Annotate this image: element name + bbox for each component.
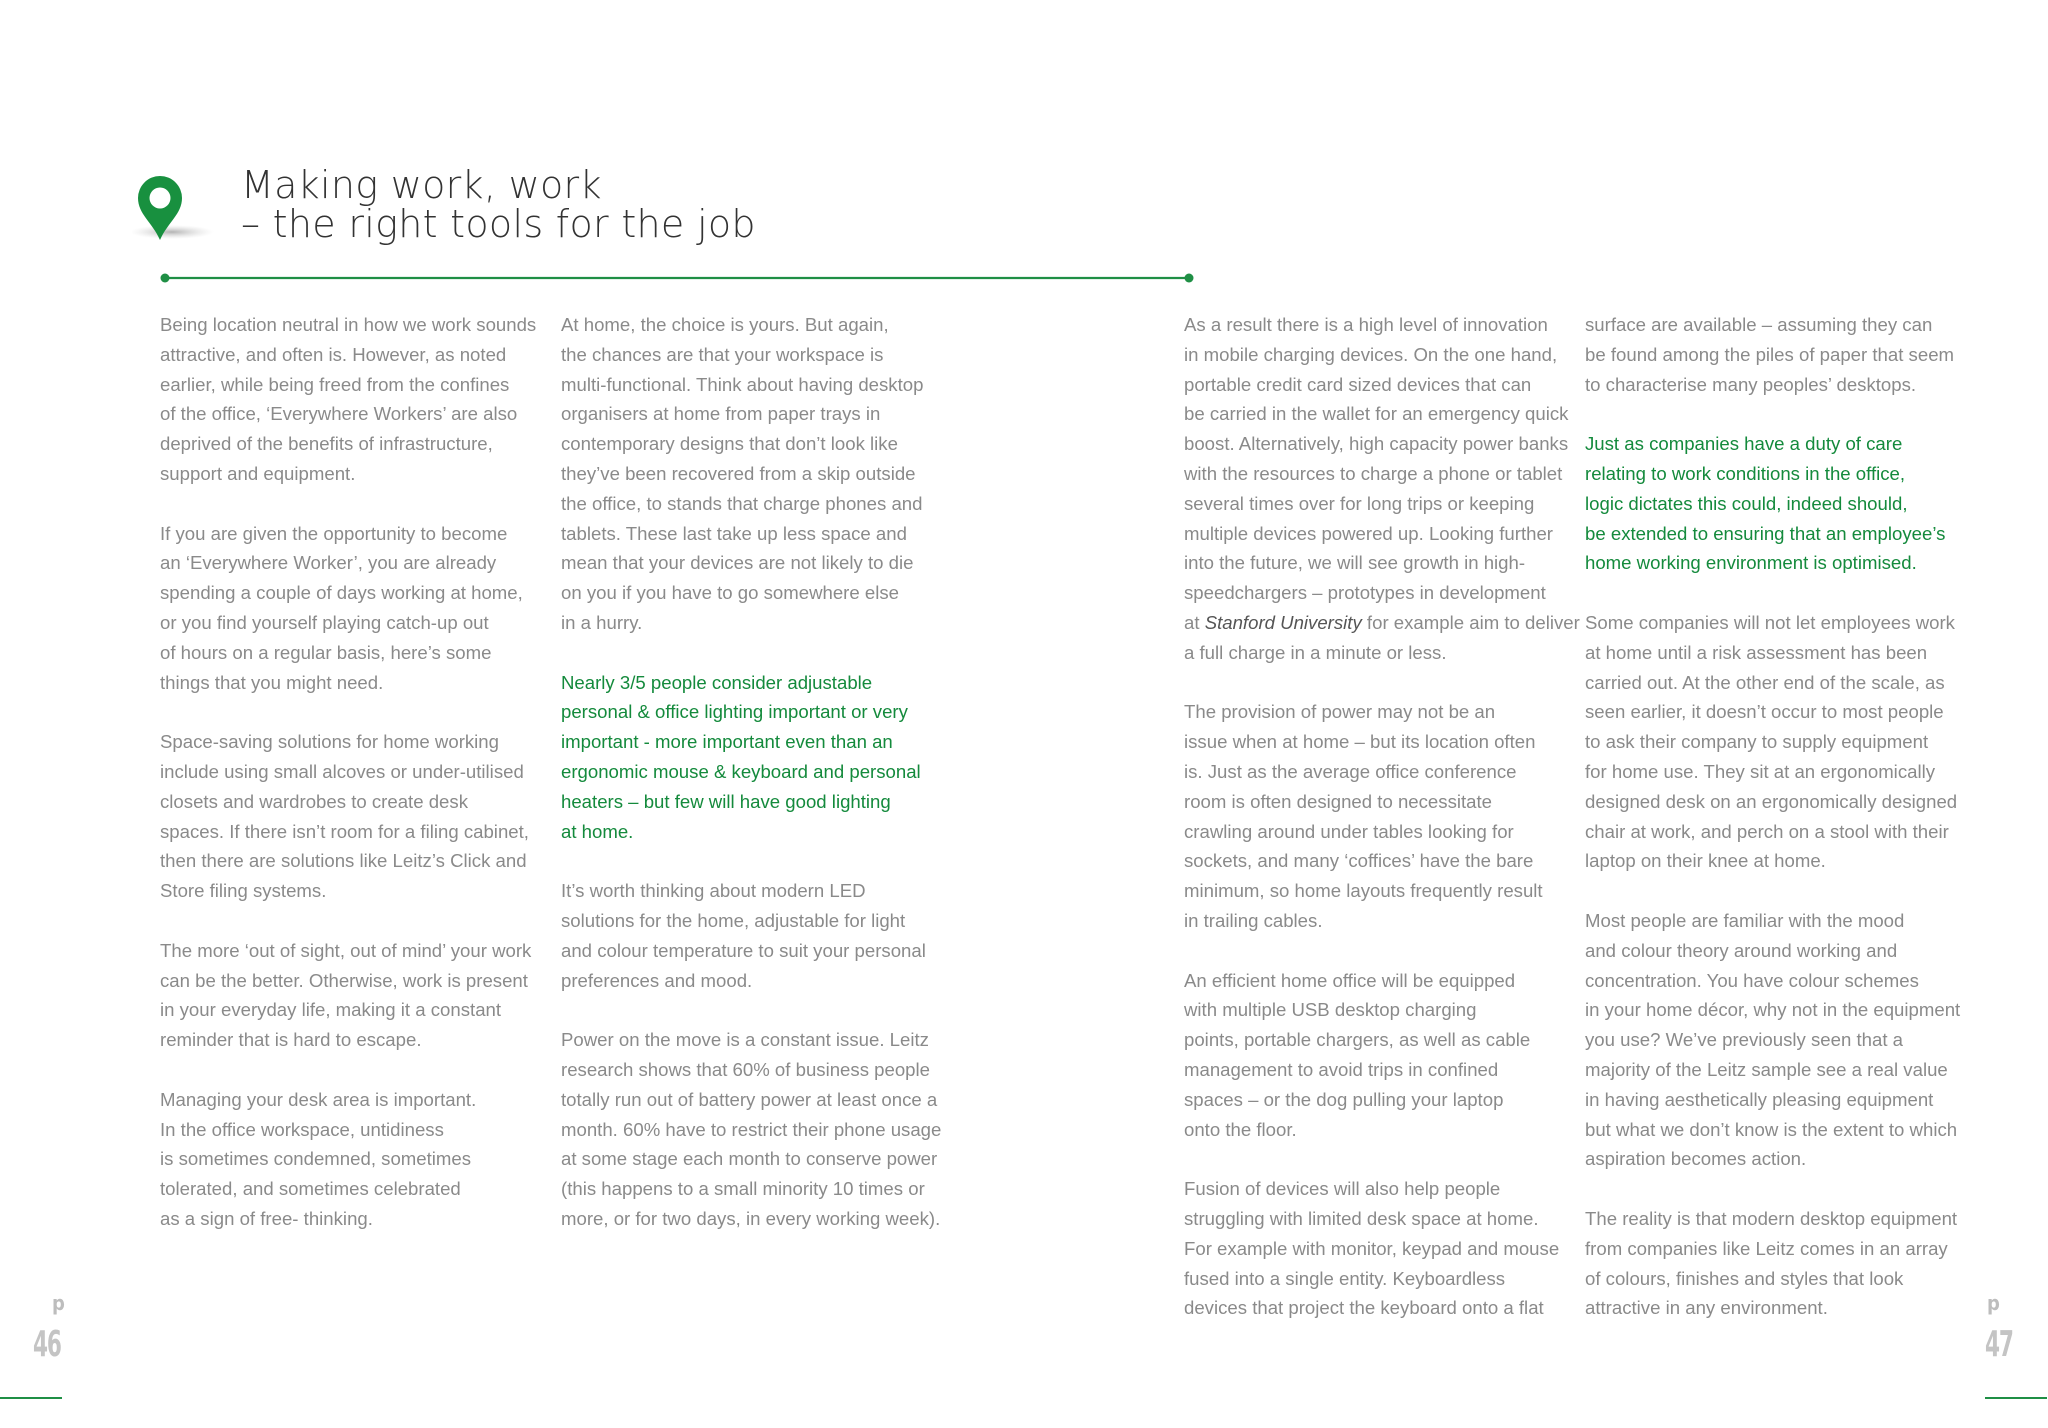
text-column-1	[160, 310, 560, 1264]
page-letter: p	[1987, 1291, 2000, 1315]
paragraph: Most people are familiar with the mood and colour theory around working and concentration. You have colour schemes in your home décor, why not in the equipment you use? We’ve previously seen that a majority of the Leitz sample see a real value in having aesthetically pleasing equipment but what we don’t know is the extent to which aspiration becomes action.	[1585, 909, 1961, 1170]
stanford-sentence: at Stanford University for example aim to deliver a full charge in a minute or less.	[1184, 611, 1580, 663]
stanford-university-name: Stanford University	[1204, 611, 1362, 633]
paragraph: The provision of power may not be an issue when at home – but its location often is. Just as the average office conference room is often designed to necessitate crawling around under tables looking for sockets, and many ‘coffices’ have the bare minimum, so home layouts frequently result in trailing cables.	[1184, 701, 1543, 931]
page-number: 46	[33, 1324, 61, 1365]
text-column-2	[561, 310, 961, 1264]
page-letter: p	[52, 1291, 65, 1315]
paragraph	[1184, 310, 1584, 608]
paragraph: The more ‘out of sight, out of mind’ your work can be the better. Otherwise, work is present in your everyday life, making it a constant reminder that is hard to escape.	[160, 939, 532, 1051]
paragraph: surface are available – assuming they can be found among the piles of paper that seem to characterise many peoples’ desktops.	[1585, 314, 1955, 395]
paragraph: An efficient home office will be equipped with multiple USB desktop charging points, portable chargers, as well as cable management to avoid trips in confined spaces – or the dog pulling your laptop onto the floor.	[1184, 969, 1531, 1140]
highlight-quote: Just as companies have a duty of care relating to work conditions in the office, logic dictates this could, indeed should, be extended to ensuring that an employee’s home working environment is optimised.	[1585, 433, 1946, 574]
paragraph: Space-saving solutions for home working include using small alcoves or under-utilised closets and wardrobes to create desk spaces. If there isn’t room for a filing cabinet, then there are solutions like Leitz’s Click and Store filing systems.	[160, 731, 529, 902]
paragraph: Fusion of devices will also help people struggling with limited desk space at home. For example with monitor, keypad and mouse fused into a single entity. Keyboardless devices that project the keyboard onto a flat	[1184, 1178, 1560, 1319]
highlight-quote: Nearly 3/5 people consider adjustable personal & office lighting important or very important - more important even than an ergonomic mouse & keyboard and personal heaters – but few will have good lighting at home.	[561, 671, 921, 842]
paragraph: Managing your desk area is important. In the office workspace, untidiness is sometimes condemned, sometimes tolerated, and sometimes celebrated as a sign of free- thinking.	[160, 1088, 477, 1229]
paragraph-text: As a result there is a high level of innovation in mobile charging devices. On the one hand, portable credit card sized devices that can be carried in the wallet for an emergency quick boost. Alternatively, high capacity power banks with the resources to charge a phone or tablet several times over for long trips or keeping multiple devices powered up. Looking further into the future, we will see growth in high- speedchargers – prototypes in development	[1184, 314, 1569, 604]
paragraph: It’s worth thinking about modern LED solutions for the home, adjustable for light and colour temperature to suit your personal preferences and mood.	[561, 880, 926, 991]
title-divider	[160, 272, 1194, 284]
location-pin-icon	[132, 174, 218, 244]
paragraph: Being location neutral in how we work sounds attractive, and often is. However, as noted earlier, while being freed from the confines of the office, ‘Everywhere Workers’ are also deprived of the benefits of infrastructure, support and equipment.	[160, 314, 537, 484]
paragraph: If you are given the opportunity to become an ‘Everywhere Worker’, you are already spending a couple of days working at home, or you find yourself playing catch-up out of hours on a regular basis, here’s some things that you might need.	[160, 522, 523, 693]
paragraph: At home, the choice is yours. But again, the chances are that your workspace is multi-functional. Think about having desktop organisers at home from paper trays in contemporary designs that don’t look like they’ve been recovered from a skip outside the office, to stands that charge phones and tablets. These last take up less space and mean that your devices are not likely to die on you if you have to go somewhere else in a hurry.	[561, 314, 924, 633]
page-number: 47	[1985, 1324, 2013, 1365]
text-column-3	[1184, 310, 1584, 1353]
page-underline	[1985, 1397, 2047, 1399]
text-column-4	[1585, 310, 1985, 1353]
paragraph: Some companies will not let employees work at home until a risk assessment has been carried out. At the other end of the scale, as seen earlier, it doesn’t occur to most people to ask their company to supply equipment for home use. They sit at an ergonomically designed desk on an ergonomically designed chair at work, and perch on a stool with their laptop on their knee at home.	[1585, 611, 1958, 872]
paragraph: The reality is that modern desktop equipment from companies like Leitz comes in an array of colours, finishes and styles that look attractive in any environment.	[1585, 1207, 1958, 1319]
title-line-1: Making work, work	[241, 163, 602, 207]
title-line-2: – the right tools for the job	[241, 202, 756, 246]
page-underline	[0, 1397, 62, 1399]
paragraph: Power on the move is a constant issue. Leitz research shows that 60% of business people totally run out of battery power at least once a month. 60% have to restrict their phone usage at some stage each month to conserve power (this happens to a small minority 10 times or more, or for two days, in every working week).	[561, 1029, 942, 1229]
page-title	[241, 163, 756, 246]
